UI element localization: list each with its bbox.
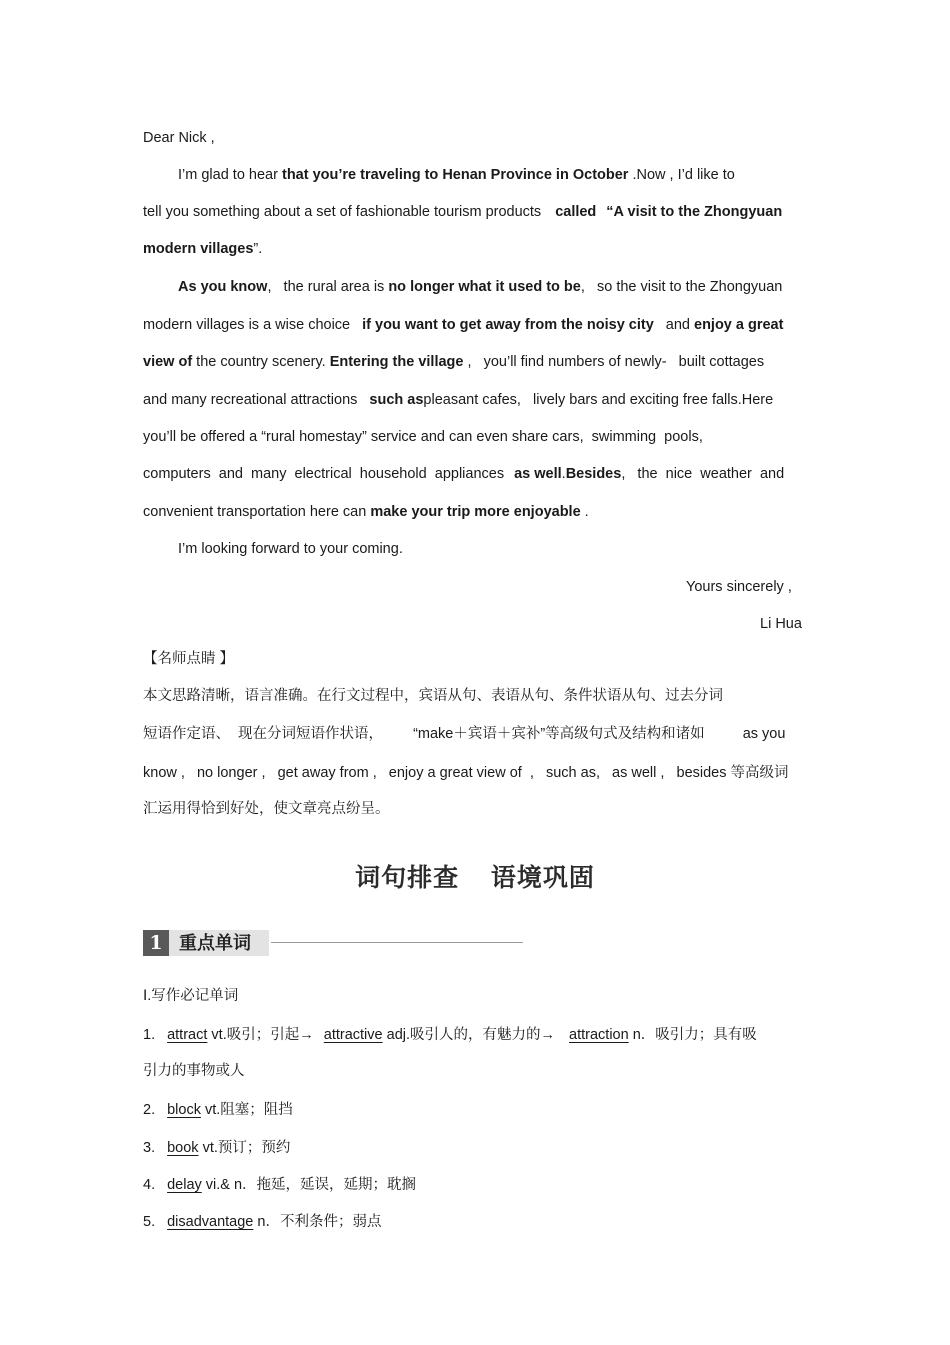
text-run: . (580, 504, 589, 520)
comment-heading: 【名师点睛 】 (143, 651, 235, 667)
text-run: and many recreational attractions (143, 392, 358, 408)
letter-p1-line1 (178, 165, 735, 185)
text-run: “make＋宾语＋宾补”等高级句式及结构和诸如 (413, 726, 705, 742)
vocab-item (143, 1138, 290, 1158)
key-phrase: enjoy a great (694, 317, 784, 333)
definition: vt.吸引；引起→ (207, 1027, 318, 1043)
text-run: .Now , I’d like to (628, 167, 735, 183)
letter-greeting: Dear Nick , (143, 130, 215, 146)
definition: n．吸引力；具有吸 (628, 1027, 757, 1043)
tag-rule (271, 942, 523, 943)
answer-word: book (167, 1140, 199, 1156)
definition: vt.阻塞；阻挡 (200, 1102, 293, 1118)
key-phrase: no longer what it used to be (388, 279, 581, 295)
tag-label: 重点单词 (179, 933, 251, 953)
item-number: 2. (143, 1102, 156, 1118)
key-phrase: Entering the village (329, 354, 464, 370)
letter-p2-line2 (143, 315, 783, 335)
text-run: 短语作定语、 现在分词短语作状语， (143, 726, 384, 742)
answer-word: attract (167, 1027, 208, 1043)
vocab-item (143, 1025, 757, 1045)
answer-word: delay (167, 1177, 202, 1193)
text-run: , you’ll find numbers of newly- built cottages (463, 354, 765, 370)
vocab-subheading: Ⅰ.写作必记单词 (143, 988, 239, 1004)
section-title-text: 词句排查 语境巩固 (355, 864, 595, 892)
key-phrase: called (555, 204, 597, 220)
key-phrase: modern villages (143, 241, 254, 257)
definition: vt.预订；预约 (198, 1140, 291, 1156)
comment-line3: know , no longer , get away from , enjoy a great view of , such as, as well , besides 等高级词 (143, 765, 789, 781)
text-run: , the rural area is (267, 279, 389, 295)
comment-line1: 本文思路清晰，语言准确。在行文过程中，宾语从句、表语从句、条件状语从句、过去分词 (143, 688, 723, 704)
text-run: , so the visit to the Zhongyuan (580, 279, 783, 295)
text-run: and (665, 317, 690, 333)
key-phrase: Besides (565, 466, 622, 482)
letter-p2-line1 (178, 277, 782, 297)
item-number: 1. (143, 1027, 156, 1043)
answer-word: attraction (569, 1027, 629, 1043)
comment-line4: 汇运用得恰到好处，使文章亮点纷呈。 (143, 801, 390, 817)
letter-closing: Yours sincerely , (686, 579, 792, 595)
vocab-item (143, 1212, 381, 1232)
text-run: , the nice weather and (621, 466, 785, 482)
letter-signature: Li Hua (760, 616, 802, 632)
letter-p1-line3 (143, 239, 262, 259)
letter-p2-line4 (143, 390, 773, 410)
vocab-item (143, 1100, 293, 1120)
text-run: ”. (253, 241, 263, 257)
text-run: pleasant cafes, lively bars and exciting free falls.Here (423, 392, 774, 408)
answer-word: attractive (323, 1027, 383, 1043)
answer-word: disadvantage (167, 1214, 254, 1230)
definition: adj.吸引人的，有魅力的→ (382, 1027, 560, 1043)
text-run: modern villages is a wise choice (143, 317, 351, 333)
letter-p3: I’m looking forward to your coming. (178, 541, 403, 557)
letter-p2-line7 (143, 502, 589, 522)
key-phrase: “A visit to the Zhongyuan (606, 204, 783, 220)
tag-number-box: 1 (143, 930, 169, 956)
key-phrase: As you know (178, 279, 268, 295)
section-title (0, 858, 950, 894)
text-run: I’m glad to hear (178, 167, 282, 183)
key-phrase: as well (514, 466, 562, 482)
text-run: the country scenery. (192, 354, 330, 370)
item-number: 3. (143, 1140, 156, 1156)
letter-p2-line5: you’ll be offered a “rural homestay” service and can even share cars, swimming pools, (143, 429, 703, 445)
vocab-item (143, 1175, 416, 1195)
key-phrase: such as (369, 392, 424, 408)
section-tag (143, 930, 523, 956)
text-run: convenient transportation here can (143, 504, 371, 520)
definition: n．不利条件；弱点 (253, 1214, 382, 1230)
key-phrase: that you’re traveling to Henan Province in October (281, 167, 629, 183)
text-run: tell you something about a set of fashionable tourism products (143, 204, 542, 220)
key-phrase: if you want to get away from the noisy city (362, 317, 654, 333)
vocab-item-continuation: 引力的事物或人 (143, 1063, 245, 1079)
letter-p2-line6 (143, 464, 784, 484)
key-phrase: view of (143, 354, 193, 370)
key-phrase: make your trip more enjoyable (370, 504, 581, 520)
text-run: computers and many electrical household appliances (143, 466, 505, 482)
text-run: as you (742, 726, 786, 742)
letter-p1-line2 (143, 202, 782, 222)
letter-p2-line3 (143, 352, 764, 372)
definition: vi.& n．拖延，延误，延期；耽搁 (201, 1177, 417, 1193)
text-run: . (561, 466, 566, 482)
answer-word: block (167, 1102, 201, 1118)
item-number: 4. (143, 1177, 156, 1193)
item-number: 5. (143, 1214, 156, 1230)
comment-line2 (143, 724, 785, 744)
